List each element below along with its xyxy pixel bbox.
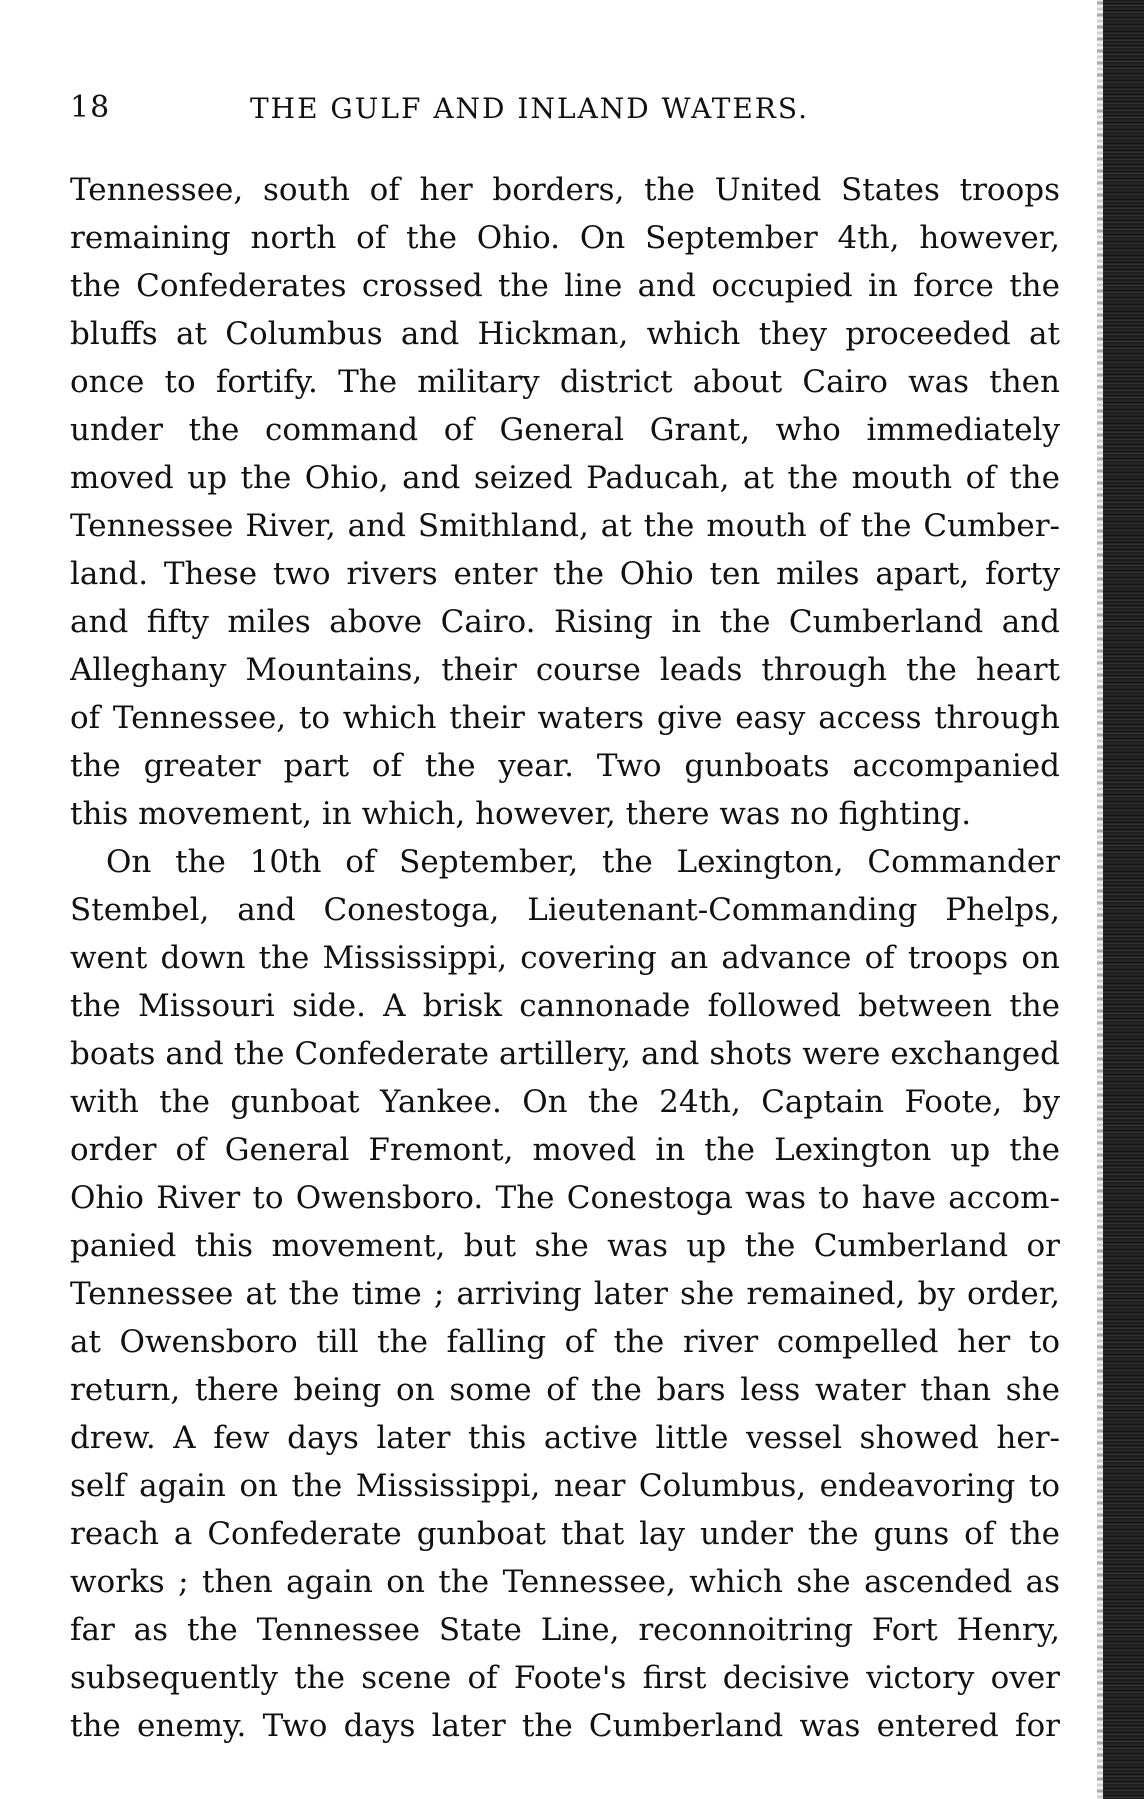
page-edge xyxy=(1103,0,1144,1799)
text-line: with the gunboat Yankee. On the 24th, Captain Foote, by xyxy=(70,1084,1060,1120)
text-line: reach a Confederate gunboat that lay under the guns of the xyxy=(70,1516,1060,1552)
text-line: the Confederates crossed the line and occupied in force the xyxy=(70,268,1060,304)
running-title: THE GULF AND INLAND WATERS. xyxy=(250,92,809,125)
text-line: the enemy. Two days later the Cumberland was entered for xyxy=(70,1708,1060,1744)
page-number: 18 xyxy=(70,90,111,125)
text-line: at Owensboro till the falling of the river compelled her to xyxy=(70,1324,1060,1360)
paragraph-1 xyxy=(70,166,1060,838)
text-line: far as the Tennessee State Line, reconnoitring Fort Henry, xyxy=(70,1612,1060,1648)
text-line: Alleghany Mountains, their course leads through the heart xyxy=(70,652,1060,688)
text-line: Tennessee, south of her borders, the United States troops xyxy=(70,172,1060,208)
text-line: moved up the Ohio, and seized Paducah, at the mouth of the xyxy=(70,460,1060,496)
text-line: the Missouri side. A brisk cannonade followed between the xyxy=(70,988,1060,1024)
text-line: and fifty miles above Cairo. Rising in the Cumberland and xyxy=(70,604,1060,640)
text-line: went down the Mississippi, covering an advance of troops on xyxy=(70,940,1060,976)
text-line: this movement, in which, however, there was no fighting. xyxy=(70,796,972,832)
body-text xyxy=(70,166,1060,1750)
text-line: boats and the Confederate artillery, and shots were exchanged xyxy=(70,1036,1060,1072)
text-line: On the 10th of September, the Lexington, Commander xyxy=(106,844,1060,880)
text-line: Stembel, and Conestoga, Lieutenant-Commanding Phelps, xyxy=(70,892,1060,928)
text-line: land. These two rivers enter the Ohio ten miles apart, forty xyxy=(70,556,1060,592)
text-line: return, there being on some of the bars less water than she xyxy=(70,1372,1060,1408)
paragraph-2 xyxy=(70,838,1060,1750)
text-line: under the command of General Grant, who immediately xyxy=(70,412,1060,448)
text-line: bluffs at Columbus and Hickman, which they proceeded at xyxy=(70,316,1060,352)
text-line: Ohio River to Owensboro. The Conestoga was to have accom- xyxy=(70,1180,1060,1216)
text-line: drew. A few days later this active little vessel showed her- xyxy=(70,1420,1060,1456)
text-line: once to fortify. The military district about Cairo was then xyxy=(70,364,1060,400)
text-line: remaining north of the Ohio. On September 4th, however, xyxy=(70,220,1060,256)
text-line: panied this movement, but she was up the Cumberland or xyxy=(70,1228,1060,1264)
running-head xyxy=(70,90,1060,130)
text-line: of Tennessee, to which their waters give easy access through xyxy=(70,700,1060,736)
text-line: subsequently the scene of Foote's first decisive victory over xyxy=(70,1660,1060,1696)
text-line: order of General Fremont, moved in the Lexington up the xyxy=(70,1132,1060,1168)
text-line: Tennessee at the time ; arriving later she remained, by order, xyxy=(70,1276,1060,1312)
text-line: works ; then again on the Tennessee, which she ascended as xyxy=(70,1564,1060,1600)
text-line: self again on the Mississippi, near Columbus, endeavoring to xyxy=(70,1468,1060,1504)
text-line: Tennessee River, and Smithland, at the mouth of the Cumber- xyxy=(70,508,1060,544)
text-line: the greater part of the year. Two gunboats accompanied xyxy=(70,748,1060,784)
